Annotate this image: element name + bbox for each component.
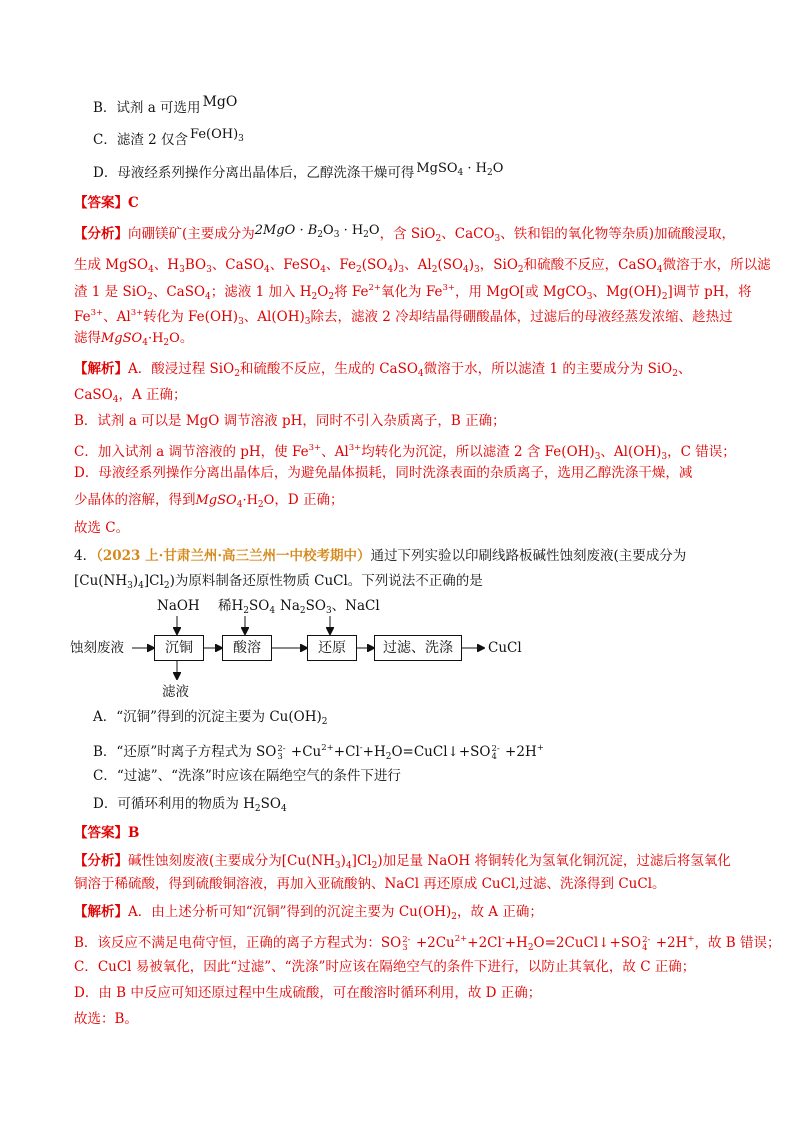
q4-option-a: A．“沉铜”得到的沉淀主要为 $Cu(OH)_2$: [93, 709, 328, 727]
q4-stem-line-1: 4．（2023 上·甘肃兰州·高三兰州一中校考期中）通过下列实验以印刷线路板碱性蚀刻废液(主要成分为: [74, 548, 687, 564]
q4-analysis-line-1: 【分析】碱性蚀刻废液(主要成分为$[Cu(NH_3)_4]Cl_2$)加足量 NaOH 将铜转化为氢氧化铜沉淀，过滤后将氢氧化: [74, 853, 731, 871]
flow-reagent-h2so4: 稀$H_2SO_4$: [218, 598, 276, 616]
flow-box-filter-wash: 过滤、洗涤: [374, 635, 462, 661]
option-c: C．滤渣 2 仅含 $Fe(OH)_3$: [93, 127, 244, 148]
analysis-line-5: 滤得$MgSO_4\cdot H_2O$。: [74, 330, 194, 348]
q4-option-c: C．“过滤”、“洗涤”时应该在隔绝空气的条件下进行: [93, 768, 401, 784]
q4-stem-line-2: $[Cu(NH_3)_4]Cl_2$)为原料制备还原性物质 CuCl。下列说法不正确的是: [74, 573, 483, 591]
flow-reagent-naoh: NaOH: [157, 598, 200, 614]
analysis-line-3: 渣 1 是 SiO$_2$、CaSO$_4$；滤液 1 加入 $H_2O_2$将 $Fe^{2+}$氧化为 $Fe^{3+}$，用 MgO[或 MgCO$_3$、$Mg(OH)_2$]调节 pH，将: [74, 283, 752, 302]
q4-explain-line-1: 【解析】A．由上述分析可知“沉铜”得到的沉淀主要为 $Cu(OH)_2$，故 A 正确；: [74, 904, 543, 922]
q4-analysis-line-2: 铜溶于稀硫酸，得到硫酸铜溶液，再加入亚硫酸钠、NaCl 再还原成 CuCl,过滤、洗涤得到 CuCl。: [74, 876, 666, 892]
flow-box-huanyuan: 还原: [307, 635, 357, 661]
answer-label: 【答案】C: [74, 195, 139, 211]
q4-explain-line-3: C．CuCl 易被氧化，因此“过滤”、“洗涤”时应该在隔绝空气的条件下进行，以防止其氧化，故 C 正确；: [74, 959, 696, 975]
analysis-line-4: $Fe^{3+}$、$Al^{3+}$转化为 $Fe(OH)_3$、$Al(OH)_3$除去，滤液 2 冷却结晶得硼酸晶体，过滤后的母液经蒸发浓缩、趁热过: [74, 308, 733, 327]
flow-diagram: [70, 594, 530, 704]
explain-line-5: D．母液经系列操作分离出晶体后，为避免晶体损耗，同时洗涤表面的杂质离子，选用乙醇洗涤干燥，减: [74, 465, 693, 481]
flow-start-label: 蚀刻废液: [70, 640, 124, 656]
q4-option-b: B．“还原”时离子方程式为 SO 2- 3 $+Cu^{2+}+Cl^-+H_2O=CuCl↓+SO$ 2- 4 +2H+: [93, 743, 544, 762]
q4-option-d: D．可循环利用的物质为 $H_2SO_4$: [93, 796, 287, 814]
flow-end-label: CuCl: [488, 640, 522, 656]
explain-line-6: 少晶体的溶解，得到$MgSO_4\cdot H_2O$，D 正确；: [74, 492, 344, 510]
explain-line-1: 【解析】A．酸浸过程 SiO$_2$和硫酸不反应，生成的 CaSO$_4$微溶于水，所以滤渣 1 的主要成分为 SiO$_2$、: [74, 361, 692, 379]
q4-answer-label: 【答案】B: [74, 825, 140, 841]
flow-box-suanrong: 酸溶: [222, 635, 272, 661]
flow-reagent-na2so3: $Na_2SO_3$、NaCl: [280, 598, 380, 616]
analysis-line-1: 【分析】向硼镁矿(主要成分为$2MgO \cdot B_2O_3 \cdot H_2O$，含 SiO$_2$、CaCO$_3$、铁和铝的氧化物等杂质)加硫酸浸取，: [74, 223, 736, 244]
explain-line-2: CaSO$_4$，A 正确；: [74, 387, 187, 405]
explain-line-4: C．加入试剂 a 调节溶液的 pH，使 $Fe^{3+}$、$Al^{3+}$均转化为沉淀，所以滤渣 2 含 $Fe(OH)_3$、$Al(OH)_3$，C 错误；: [74, 443, 736, 462]
flow-waste-label: 滤液: [162, 684, 189, 700]
option-d: D．母液经系列操作分离出晶体后，乙醇洗涤干燥可得 MgSO$_4$ · $H_2O$: [93, 161, 504, 181]
flow-box-chentong: 沉铜: [154, 635, 204, 661]
conclusion: 故选 C。: [74, 520, 130, 536]
q4-explain-line-4: D．由 B 中反应可知还原过程中生成硫酸，可在酸溶时循环利用，故 D 正确；: [74, 985, 542, 1001]
q4-explain-line-2: B．该反应不满足电荷守恒，正确的离子方程式为：SO 2- 3 $+2Cu^{2+}+2Cl^-+H_2O=2CuCl↓+SO$ 2- 4 +2H+，故 B 错误；: [74, 934, 781, 953]
option-b: B．试剂 a 可选用 MgO: [93, 94, 238, 116]
explain-line-3: B．试剂 a 可以是 MgO 调节溶液 pH，同时不引入杂质离子，B 正确；: [74, 413, 506, 429]
analysis-line-2: 生成 MgSO$_4$、$H_3BO_3$、CaSO$_4$、FeSO$_4$、$Fe_2(SO_4)_3$、$Al_2(SO_4)_3$，SiO$_2$和硫酸不反应，CaSO$_4$微溶于水，所以滤: [74, 257, 771, 275]
q4-conclusion: 故选：B。: [74, 1011, 138, 1027]
